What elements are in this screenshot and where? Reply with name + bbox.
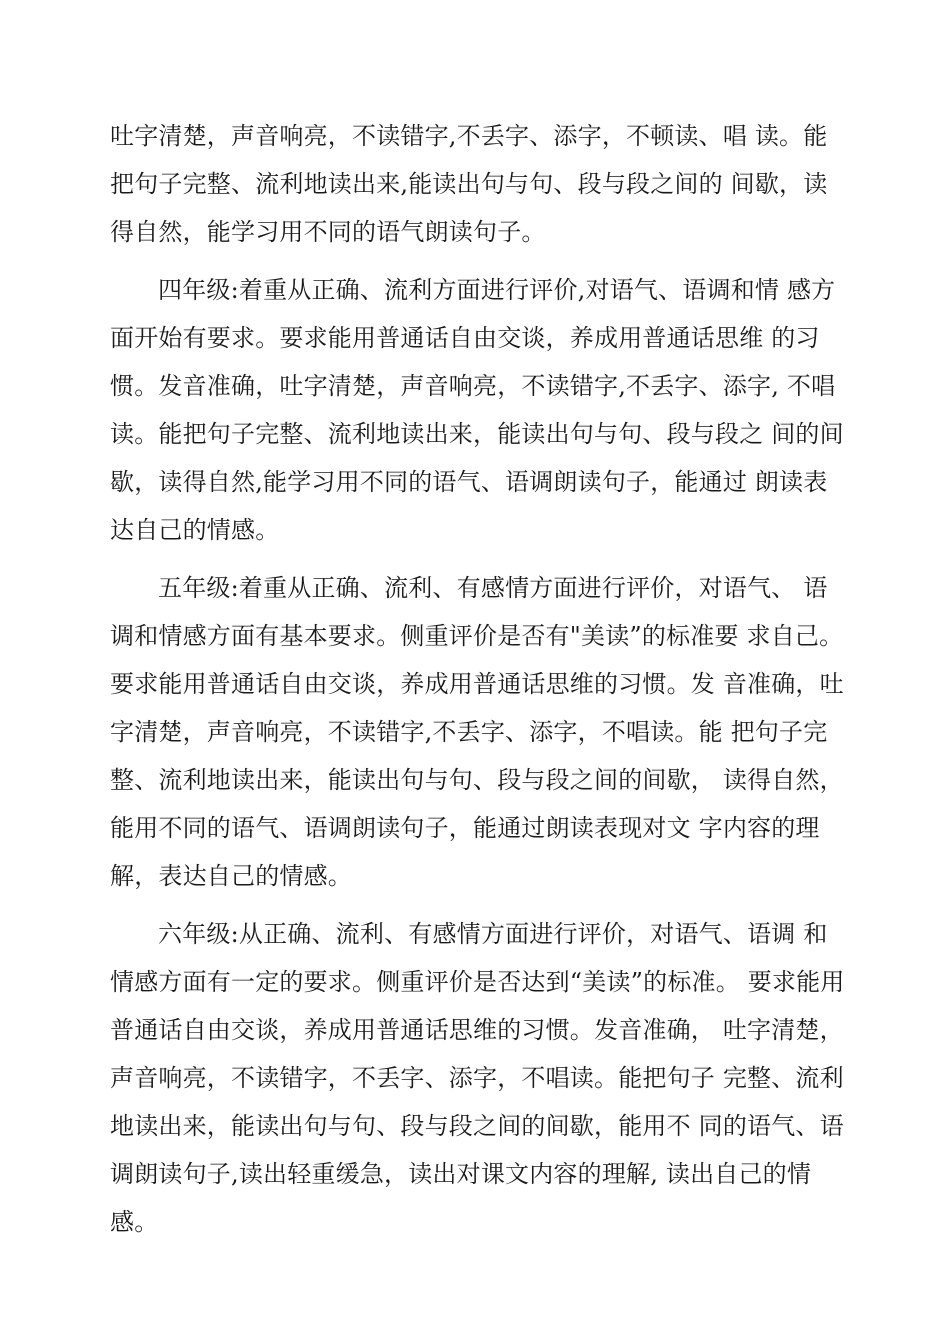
- paragraph-grade-six: 六年级:从正确、流利、有感情方面进行评价，对语气、语调 和情感方面有一定的要求。侧重评价是否达到“美读”的标准。 要求能用普通话自由交谈，养成用普通话思维的习惯。发音准确， 吐字清楚，声音响亮，不读错字，不丢字、添字，不唱读。能把句子 完整、流利地读出来，能读出句与句、段与段之间的间歇，能用不 同的语气、语调朗读句子,读出轻重缓急，读出对课文内容的理解, 读出自己的情感。: [110, 920, 845, 1236]
- paragraph-grade-four: 四年级:着重从正确、流利方面进行评价,对语气、语调和情 感方面开始有要求。要求能用普通话自由交谈，养成用普通话思维 的习惯。发音准确，吐字清楚，声音响亮，不读错字,不丢字、添字, 不唱读。能把句子完整、流利地读出来，能读出句与句、段与段之 间的间歇，读得自然,能学习用不同的语气、语调朗读句子，能通过 朗读表达自己的情感。: [110, 276, 844, 544]
- paragraph-continuation: 吐字清楚，声音响亮，不读错字,不丢字、添字，不顿读、唱 读。能把句子完整、流利地读出来,能读出句与句、段与段之间的 间歇，读得自然，能学习用不同的语气朗读句子。: [110, 122, 828, 246]
- paragraph-grade-five: 五年级:着重从正确、流利、有感情方面进行评价，对语气、 语调和情感方面有基本要求。侧重评价是否有"美读”的标准要 求自己。要求能用普通话自由交谈，养成用普通话思维的习惯。发 音准确，吐字清楚，声音响亮，不读错字,不丢字、添字，不唱读。能 把句子完整、流利地读出来，能读出句与句、段与段之间的间歇， 读得自然，能用不同的语气、语调朗读句子，能通过朗读表现对文 字内容的理解，表达自己的情感。: [110, 574, 844, 890]
- document-page: [110, 112, 848, 1246]
